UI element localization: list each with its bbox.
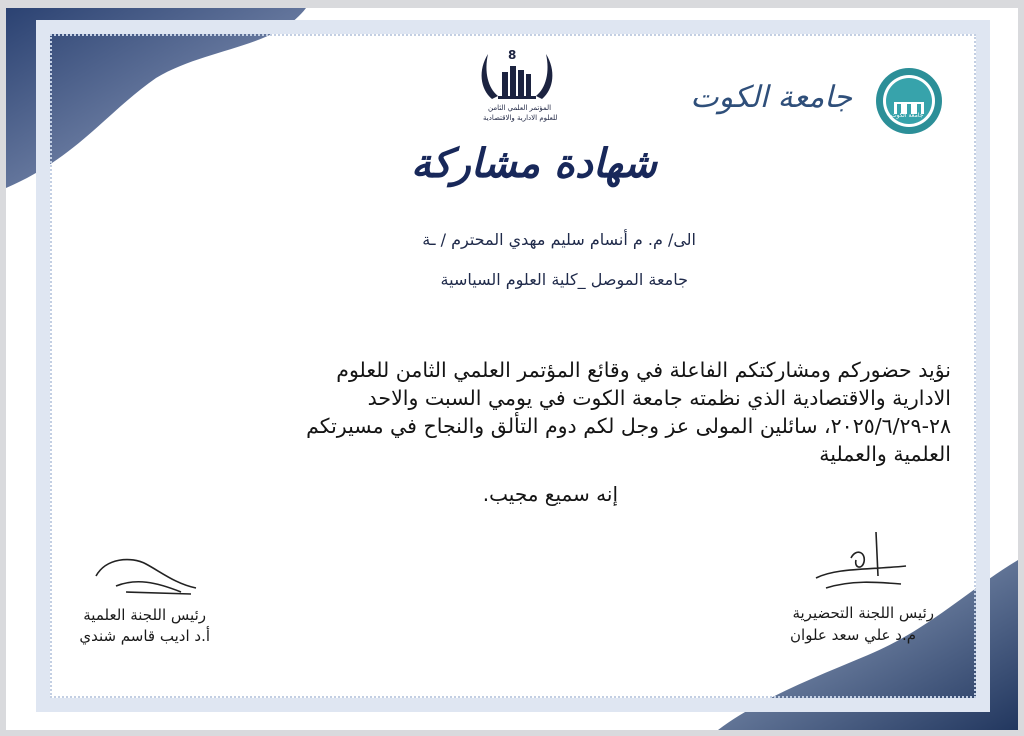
closing-line: إنه سميع مجيب. — [482, 482, 618, 506]
university-seal-text: جامعة الكوت — [891, 112, 924, 119]
recipient-line: الى/ م. م أنسام سليم مهدي المحترم / ـة — [422, 230, 696, 249]
left-signatory-title: رئيس اللجنة العلمية — [83, 606, 206, 624]
university-name-calligraphy: جامعة الكوت — [690, 80, 852, 115]
body-line: العلمية والعملية — [819, 442, 951, 466]
left-signatory-name: أ.د اديب قاسم شندي — [79, 627, 210, 645]
university-seal-logo — [874, 66, 944, 136]
conference-logo-line1: المؤتمر العلمي الثامن — [488, 104, 552, 112]
right-signatory-name: م.د علي سعد علوان — [790, 626, 916, 644]
certificate-sheet — [6, 8, 1018, 730]
right-signature-mark — [806, 528, 916, 598]
conference-number: 8 — [508, 48, 517, 62]
left-signature-mark — [86, 548, 206, 598]
certificate-title: شهادة مشاركة — [411, 140, 657, 187]
body-line: ٢٨-٢٠٢٥/٦/٢٩، سائلين المولى عز وجل لكم دوم التألق والنجاح في مسيرتكم — [306, 414, 951, 438]
recipient-affiliation: جامعة الموصل _كلية العلوم السياسية — [440, 270, 688, 289]
conference-wreath-logo — [472, 44, 562, 106]
body-line: الادارية والاقتصادية الذي نظمته جامعة الكوت في يومي السبت والاحد — [367, 386, 951, 410]
right-signatory-title: رئيس اللجنة التحضيرية — [792, 604, 934, 622]
body-line: نؤيد حضوركم ومشاركتكم الفاعلة في وقائع المؤتمر العلمي الثامن للعلوم — [336, 358, 951, 382]
certificate-body — [96, 356, 951, 468]
conference-logo-line2: للعلوم الادارية والاقتصادية — [483, 114, 558, 122]
